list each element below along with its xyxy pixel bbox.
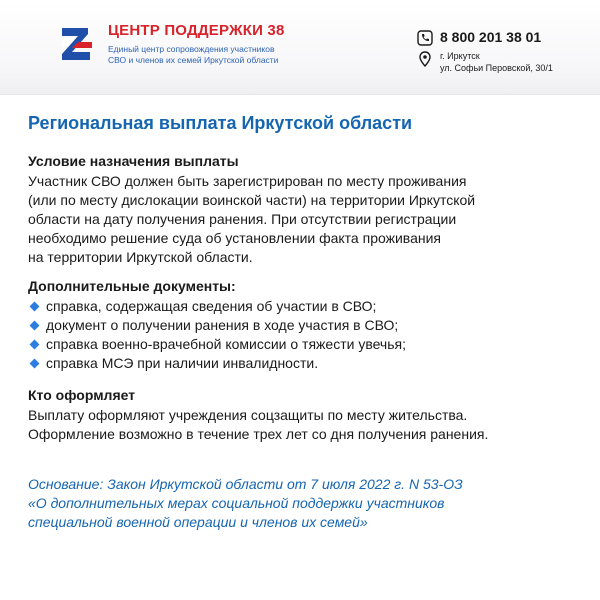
documents-list xyxy=(28,297,406,373)
who-text xyxy=(28,406,488,444)
basis-line: Основание: Закон Иркутской области от 7 июля 2022 г. N 53-ОЗ xyxy=(28,476,463,492)
org-title: ЦЕНТР ПОДДЕРЖКИ 38 xyxy=(108,22,285,39)
basis-line: специальной военной операции и членов их семей» xyxy=(28,514,368,530)
basis-line: «О дополнительных мерах социальной поддержки участников xyxy=(28,495,445,511)
header xyxy=(0,0,600,95)
diamond-bullet-icon xyxy=(30,321,40,331)
text-line: необходимо решение суда об установлении факта проживания xyxy=(28,230,441,246)
address xyxy=(440,50,553,74)
who-heading: Кто оформляет xyxy=(28,387,136,403)
list-item-text: справка военно-врачебной комиссии о тяжести увечья; xyxy=(46,336,406,352)
text-line: области на дату получения ранения. При отсутствии регистрации xyxy=(28,211,457,227)
list-item-text: документ о получении ранения в ходе участия в СВО; xyxy=(46,317,399,333)
org-subtitle-line: Единый центр сопровождения участников xyxy=(108,44,275,54)
diamond-bullet-icon xyxy=(30,302,40,312)
phone-number[interactable]: 8 800 201 38 01 xyxy=(440,29,542,45)
page-title: Региональная выплата Иркутской области xyxy=(28,113,413,133)
list-item-text: справка МСЭ при наличии инвалидности. xyxy=(46,355,319,371)
condition-heading: Условие назначения выплаты xyxy=(28,153,239,169)
text-line: Оформление возможно в течение трех лет со дня получения ранения. xyxy=(28,426,489,442)
text-line: Участник СВО должен быть зарегистрирован по месту проживания xyxy=(28,173,467,189)
text-line: Выплату оформляют учреждения соцзащиты по месту жительства. xyxy=(28,407,468,423)
diamond-bullet-icon xyxy=(30,340,40,350)
list-item xyxy=(28,335,406,354)
phone-icon xyxy=(417,30,433,46)
address-line: г. Иркутск xyxy=(440,51,480,61)
who-section xyxy=(28,386,488,444)
list-item xyxy=(28,316,406,335)
documents-heading: Дополнительные документы: xyxy=(28,278,236,294)
text-line: на территории Иркутской области. xyxy=(28,249,253,265)
legal-basis xyxy=(28,475,588,532)
org-subtitle-line: СВО и членов их семей Иркутской области xyxy=(108,55,279,65)
diamond-bullet-icon xyxy=(30,359,40,369)
list-item xyxy=(28,354,406,373)
z-logo-icon xyxy=(58,22,94,66)
text-line: (или по месту дислокации воинской части) на территории Иркутской xyxy=(28,192,476,208)
documents-section xyxy=(28,277,406,373)
condition-section xyxy=(28,152,475,267)
list-item-text: справка, содержащая сведения об участии в СВО; xyxy=(46,298,377,314)
org-subtitle xyxy=(108,44,288,66)
list-item xyxy=(28,297,406,316)
address-line: ул. Софьи Перовской, 30/1 xyxy=(440,63,553,73)
condition-text xyxy=(28,172,475,267)
location-pin-icon xyxy=(417,51,433,67)
